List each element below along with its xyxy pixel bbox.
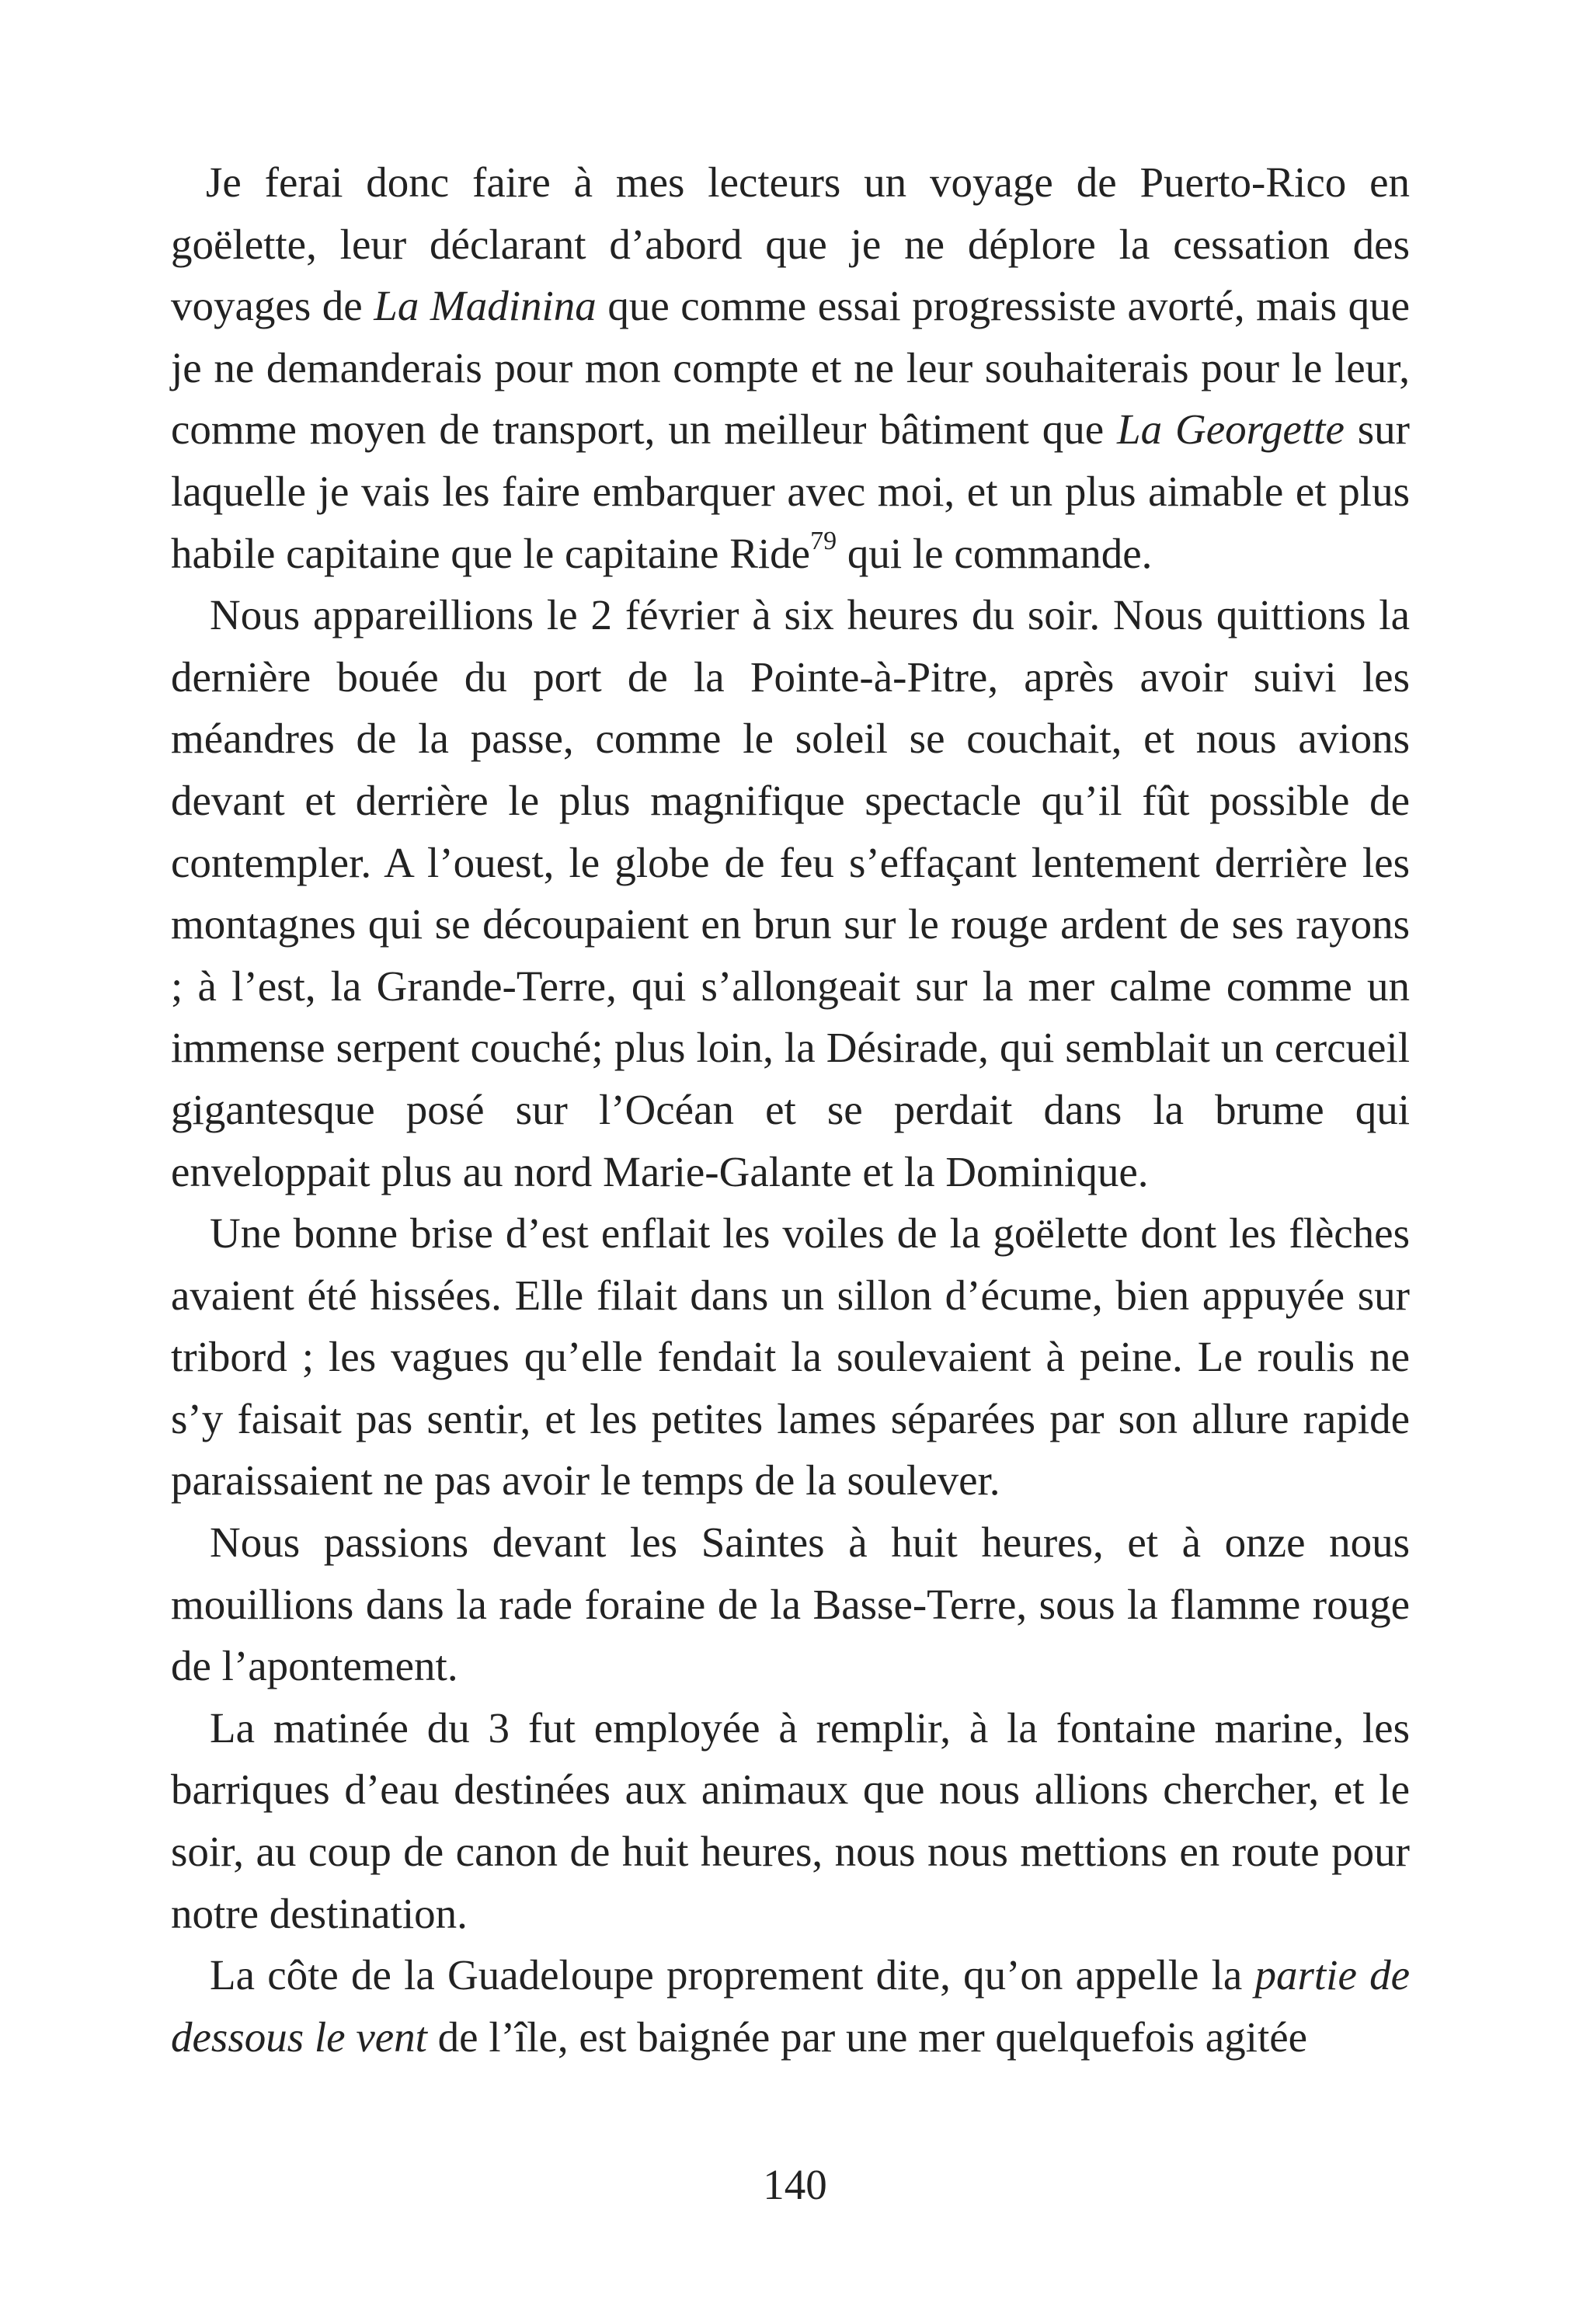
- page-number: 140: [763, 2161, 827, 2208]
- text-run: sur laquelle je vais les faire embarquer avec moi, et un plus aimable et plus habile capitaine que le capitaine Ride: [171, 405, 1410, 577]
- text-run: de l’île, est baignée par une mer quelquefois agitée: [426, 2013, 1308, 2061]
- footnote-marker: 79: [810, 527, 837, 556]
- paragraph-3: Une bonne brise d’est enflait les voiles de la goëlette dont les flèches avaient été hissées. Elle filait dans un sillon d’écume, bien appuyée sur tribord ; les vagues qu’elle fendait la soulevaient à peine. Le roulis ne s’y faisait pas sentir, et les petites lames séparées par son allure rapide paraissaient ne pas avoir le temps de la soulever.: [171, 1209, 1410, 1505]
- paragraph-4: Nous passions devant les Saintes à huit heures, et à onze nous mouillions dans la rade foraine de la Basse-Terre, sous la flamme rouge de l’apontement.: [171, 1519, 1410, 1690]
- italic-phrase: partie de dessous le vent: [171, 1951, 1410, 2061]
- text-run: que comme essai progressiste avorté, mais que je ne demanderais pour mon compte et ne leur souhaiterais pour le leur, comme moyen de transport, un meilleur bâtiment que: [171, 282, 1410, 454]
- paragraph-6: [171, 1944, 1410, 2068]
- text-run: Je ferai donc faire à mes lecteurs un voyage de Puerto-Rico en goëlette, leur déclarant d’abord que je ne déplore la cessation des voyages de: [171, 158, 1410, 330]
- paragraph-2: Nous appareillions le 2 février à six heures du soir. Nous quittions la dernière bouée du port de la Pointe-à-Pitre, après avoir suivi les méandres de la passe, comme le soleil se couchait, et nous avions devant et derrière le plus magnifique spectacle qu’il fût possible de contempler. A l’ouest, le globe de feu s’effaçant lentement derrière les montagnes qui se découpaient en brun sur le rouge ardent de ses rayons ; à l’est, la Grande-Terre, qui s’allongeait sur la mer calme comme un immense serpent couché; plus loin, la Désirade, qui semblait un cercueil gigantesque posé sur l’Océan et se perdait dans la brume qui enveloppait plus au nord Marie-Galante et la Dominique.: [171, 591, 1410, 1195]
- text-run: La côte de la Guadeloupe proprement dite, qu’on appelle la: [210, 1951, 1255, 1999]
- ship-name-italic: La Georgette: [1117, 405, 1345, 454]
- body-text: [171, 151, 1410, 2068]
- paragraph-5: La matinée du 3 fut employée à remplir, à la fontaine marine, les barriques d’eau destinées aux animaux que nous allions chercher, et le soir, au coup de canon de huit heures, nous nous mettions en route pour notre destination.: [171, 1703, 1410, 1937]
- text-run: qui le commande.: [837, 529, 1153, 577]
- paragraph-1: [171, 151, 1410, 584]
- ship-name-italic: La Madinina: [374, 282, 597, 330]
